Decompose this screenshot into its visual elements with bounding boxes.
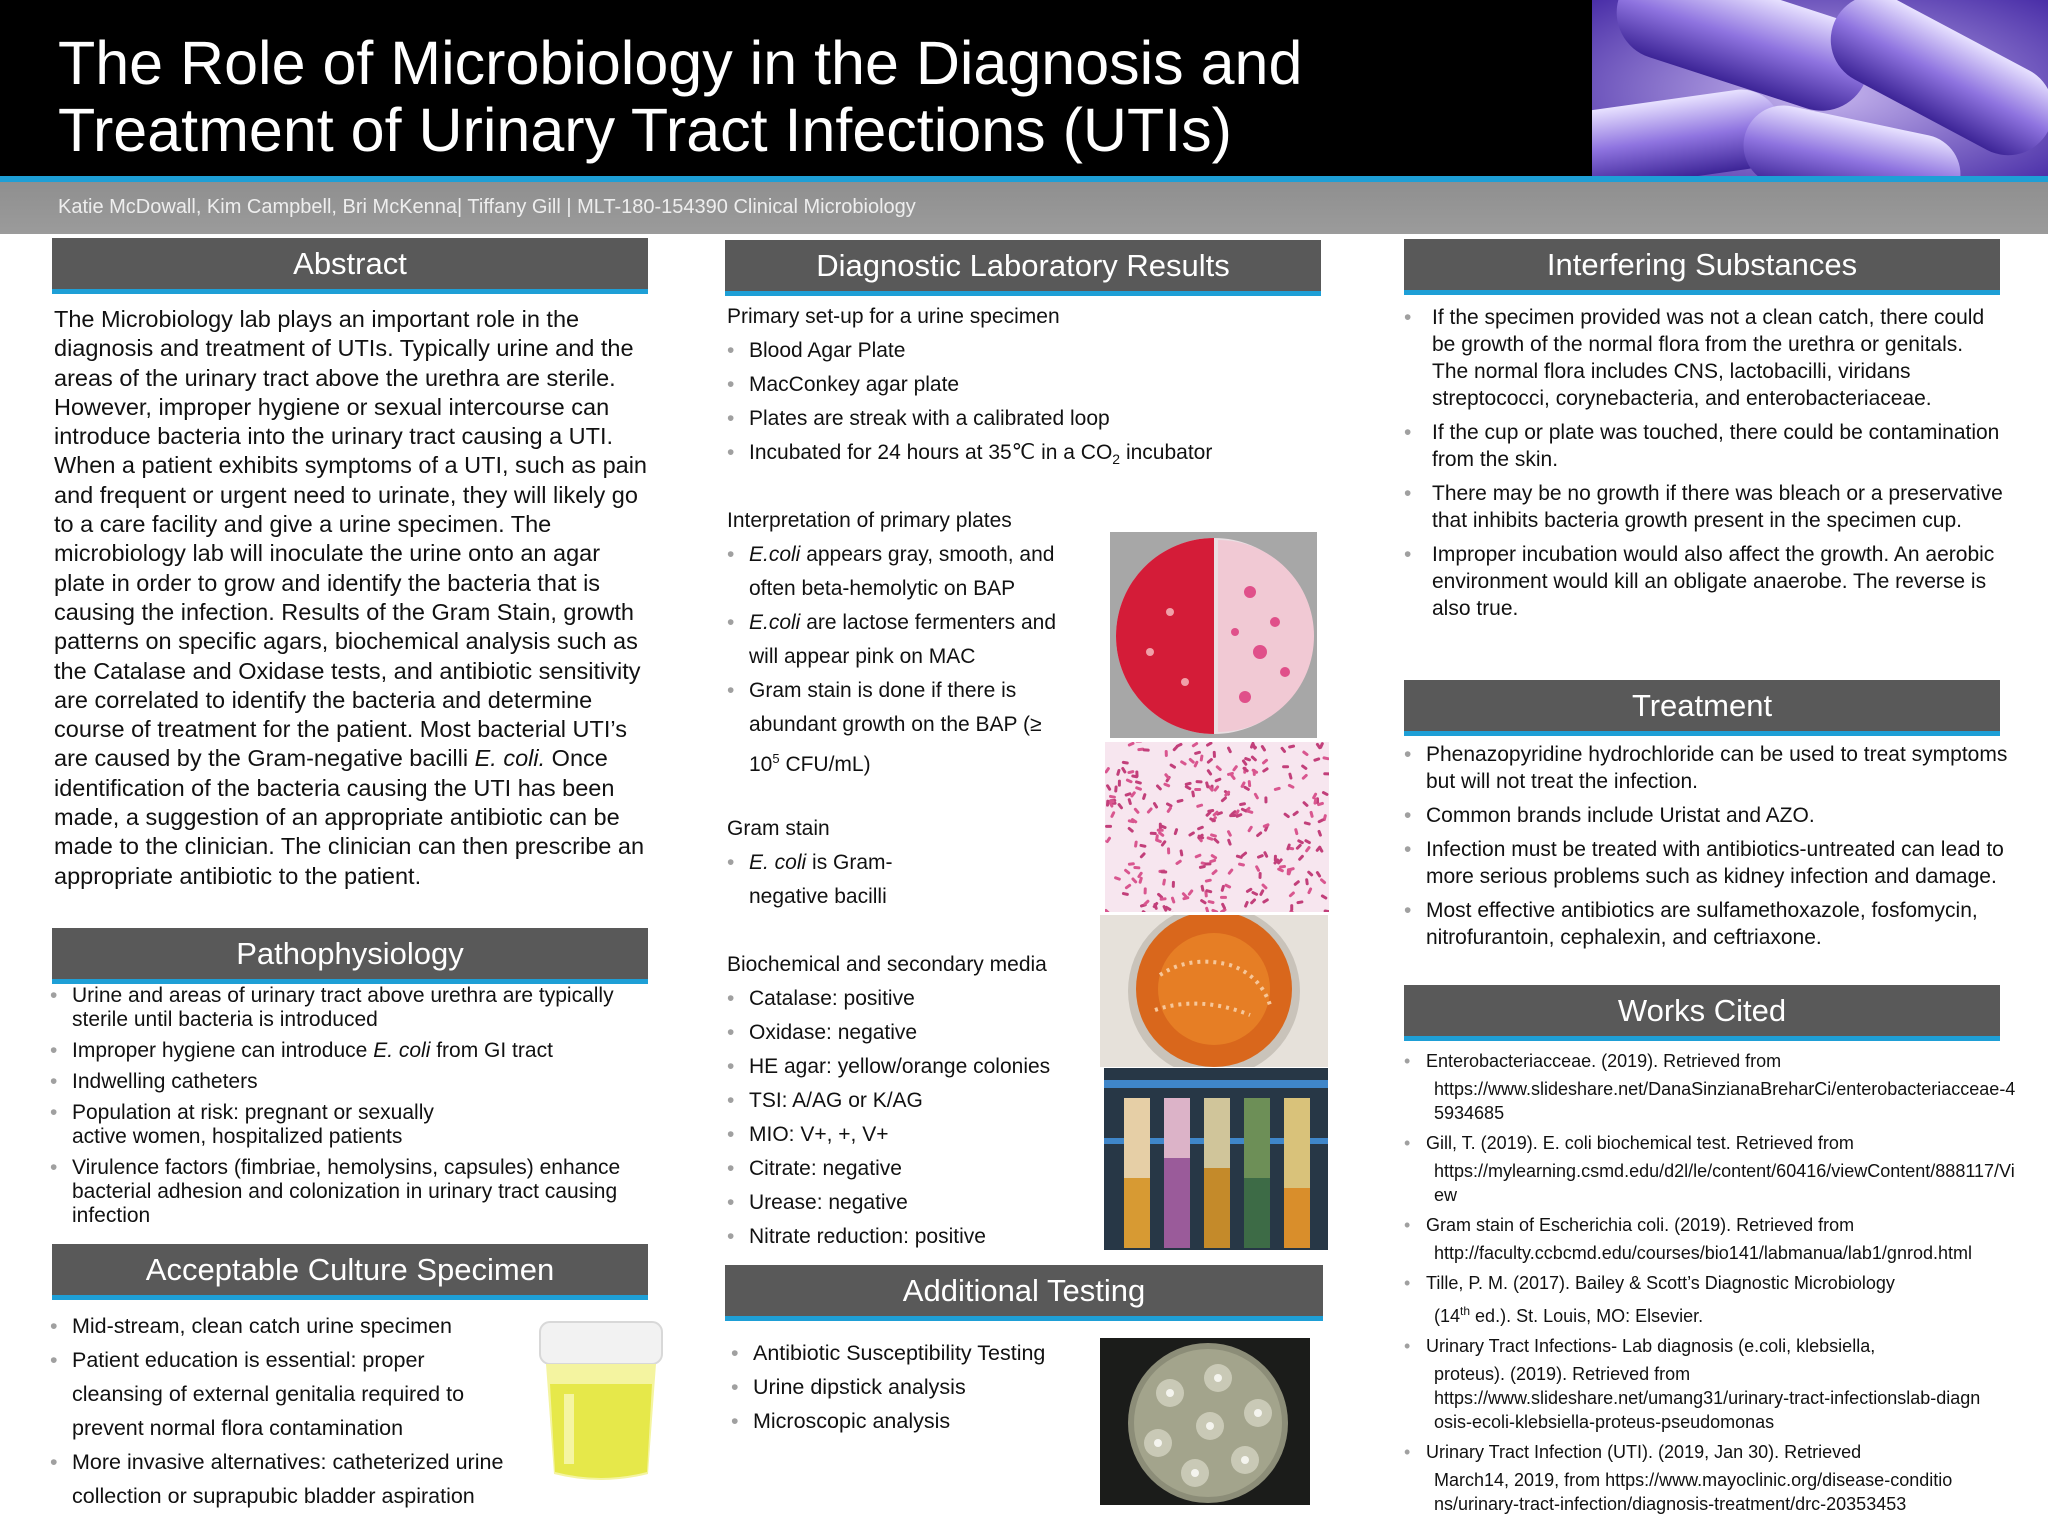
- citation-link[interactable]: https://www.slideshare.net/DanaSinzianaBreharCi/enterobacteriacceae-45934685: [1434, 1079, 2016, 1123]
- biochemical-list: [727, 982, 1087, 1254]
- setup-list: [727, 334, 1327, 476]
- citation-item: • Tille, P. M. (2017). Bailey & Scott’s Diagnostic Microbiology (14th ed.). St. Louis, MO: Elsevier.: [1404, 1271, 2022, 1328]
- setup-title: Primary set-up for a urine specimen: [727, 305, 1060, 328]
- list-item: • E. coli is Gram-negative bacilli: [727, 846, 947, 914]
- list-item: • Most effective antibiotics are sulfamethoxazole, fosfomycin, nitrofurantoin, cephalexin, and ceftriaxone.: [1404, 897, 2024, 951]
- author-bar: [0, 182, 2048, 234]
- list-item: • Oxidase: negative: [727, 1016, 1087, 1050]
- citation-link[interactable]: http://faculty.ccbcmd.edu/courses/bio141/labmanua/lab1/gnrod.html: [1434, 1243, 1972, 1263]
- biochemical-title: Biochemical and secondary media: [727, 953, 1047, 976]
- citation-item: • Enterobacteriacceae. (2019). Retrieved from https://www.slideshare.net/DanaSinzianaBreharCi/enterobacteriacceae-45934685: [1404, 1049, 2022, 1125]
- treatment-heading: Treatment: [1404, 680, 2000, 736]
- pathophysiology-list: [50, 984, 665, 1228]
- interfering-heading: Interfering Substances: [1404, 239, 2000, 295]
- list-item: • E.coli are lactose fermenters and will appear pink on MAC: [727, 606, 1087, 674]
- additional-testing-list: [731, 1336, 1091, 1438]
- list-item: • Gram stain is done if there is abundant growth on the BAP (≥ $10^5$ CFU/mL): [727, 674, 1047, 782]
- additional-testing-heading: Additional Testing: [725, 1265, 1323, 1321]
- list-item: • Urine dipstick analysis: [731, 1370, 1091, 1404]
- gram-stain-title: Gram stain: [727, 817, 830, 840]
- he-agar-image: [1100, 915, 1328, 1067]
- list-item: • Microscopic analysis: [731, 1404, 1091, 1438]
- interpretation-list: [727, 538, 1087, 782]
- pathophysiology-heading: Pathophysiology: [52, 928, 648, 984]
- list-item: • Phenazopyridine hydrochloride can be used to treat symptoms but will not treat the infection.: [1404, 741, 2024, 795]
- list-item: • Urine and areas of urinary tract above urethra are typically sterile until bacteria is introduced: [50, 984, 665, 1032]
- list-item: • Common brands include Uristat and AZO.: [1404, 802, 2024, 829]
- list-item: • Urease: negative: [727, 1186, 1087, 1220]
- citation-item: • Gill, T. (2019). E. coli biochemical test. Retrieved from https://mylearning.csmd.edu/d2l/le/content/60416/viewContent/888117/View: [1404, 1131, 2022, 1207]
- list-item: • Population at risk: pregnant or sexually active women, hospitalized patients: [50, 1101, 490, 1149]
- urine-cup-image: [534, 1314, 668, 1486]
- list-item: • More invasive alternatives: catheterized urine collection or suprapubic bladder aspiration: [50, 1445, 570, 1513]
- list-item: • MIO: V+, +, V+: [727, 1118, 1087, 1152]
- biochemical-tubes-image: [1104, 1068, 1328, 1250]
- poster-header: [0, 0, 2048, 180]
- works-cited-heading: Works Cited: [1404, 985, 2000, 1041]
- authors-text: Katie McDowall, Kim Campbell, Bri McKenna| Tiffany Gill | MLT-180-154390 Clinical Microbiology: [58, 196, 916, 218]
- susceptibility-plate-image: [1100, 1338, 1310, 1505]
- culture-heading: Acceptable Culture Specimen: [52, 1244, 648, 1300]
- culture-list: [50, 1309, 530, 1513]
- list-item: • Mid-stream, clean catch urine specimen: [50, 1309, 530, 1343]
- bacteria-header-image: [1592, 0, 2048, 182]
- diagnostic-heading: Diagnostic Laboratory Results: [725, 240, 1321, 296]
- list-item: • Plates are streak with a calibrated loop: [727, 402, 1327, 436]
- list-item: • Indwelling catheters: [50, 1070, 665, 1094]
- list-item: • If the specimen provided was not a clean catch, there could be growth of the normal flora from the urethra or genitals. The normal flora includes CNS, lactobacilli, viridans streptococci, corynebacteria, and enterobacteriaceae.: [1404, 304, 2004, 412]
- abstract-heading: Abstract: [52, 238, 648, 294]
- interpretation-title: Interpretation of primary plates: [727, 509, 1012, 532]
- citation-link[interactable]: March14, 2019, from https://www.mayoclinic.org/disease-conditions/urinary-tract-infection/diagnosis-treatment/drc-20353453: [1434, 1470, 1953, 1514]
- list-item: • MacConkey agar plate: [727, 368, 1327, 402]
- list-item: • E.coli appears gray, smooth, and often beta-hemolytic on BAP: [727, 538, 1087, 606]
- list-item: • If the cup or plate was touched, there could be contamination from the skin.: [1404, 419, 2004, 473]
- poster-title: The Role of Microbiology in the Diagnosis and Treatment of Urinary Tract Infections (UTIs): [58, 29, 1303, 164]
- treatment-list: [1404, 741, 2024, 951]
- citation-item: • Gram stain of Escherichia coli. (2019). Retrieved from http://faculty.ccbcmd.edu/courses/bio141/labmanua/lab1/gnrod.html: [1404, 1213, 2022, 1265]
- list-item: • Blood Agar Plate: [727, 334, 1327, 368]
- list-item: • Incubated for 24 hours at 35℃ in a $CO_2$ incubator: [727, 436, 1327, 476]
- list-item: • Nitrate reduction: positive: [727, 1220, 1087, 1254]
- citation-item: • Urinary Tract Infections- Lab diagnosis (e.coli, klebsiella, proteus). (2019). Retrieved from https://www.slideshare.net/umang31/urinary-tract-infectionslab-diagnosis-ecoli-klebsiella-proteus-pseudomonas: [1404, 1334, 2022, 1434]
- list-item: • Citrate: negative: [727, 1152, 1087, 1186]
- gram-stain-list: [727, 846, 947, 914]
- list-item: • Improper incubation would also affect the growth. An aerobic environment would kill an obligate anaerobe. The reverse is also true.: [1404, 541, 2004, 622]
- agar-plates-image: [1110, 532, 1317, 738]
- gram-stain-image: [1105, 742, 1329, 912]
- list-item: • There may be no growth if there was bleach or a preservative that inhibits bacteria growth present in the specimen cup.: [1404, 480, 2004, 534]
- works-cited-list: [1404, 1049, 2022, 1516]
- list-item: • Infection must be treated with antibiotics-untreated can lead to more serious problems such as kidney infection and damage.: [1404, 836, 2024, 890]
- interfering-list: [1404, 304, 2004, 622]
- citation-link[interactable]: https://mylearning.csmd.edu/d2l/le/content/60416/viewContent/888117/View: [1434, 1161, 2015, 1205]
- citation-item: • Urinary Tract Infection (UTI). (2019, Jan 30). Retrieved March14, 2019, from https://www.mayoclinic.org/disease-conditions/urinary-tract-infection/diagnosis-treatment/drc-20353453: [1404, 1440, 2022, 1516]
- list-item: • Improper hygiene can introduce E. coli from GI tract: [50, 1039, 665, 1063]
- list-item: • TSI: A/AG or K/AG: [727, 1084, 1087, 1118]
- citation-link[interactable]: https://www.slideshare.net/umang31/urinary-tract-infectionslab-diagnosis-ecoli-klebsiella-proteus-pseudomonas: [1434, 1388, 1981, 1432]
- list-item: • Catalase: positive: [727, 982, 1087, 1016]
- list-item: • Antibiotic Susceptibility Testing: [731, 1336, 1091, 1370]
- abstract-text: The Microbiology lab plays an important role in the diagnosis and treatment of UTIs. Typically urine and the areas of the urinary tract above the urethra are sterile. However, improper hygiene or sexual intercourse can introduce bacteria into the urinary tract causing a UTI. When a patient exhibits symptoms of a UTI, such as pain and frequent or urgent need to urinate, they will likely go to a care facility and give a urine specimen. The microbiology lab will inoculate the urine onto an agar plate in order to grow and identify the bacteria that is causing the infection. Results of the Gram Stain, growth patterns on specific agars, biochemical analysis such as the Catalase and Oxidase tests, and antibiotic sensitivity are correlated to identify the bacteria and determine course of treatment for the patient. Most bacterial UTI’s are caused by the Gram-negative bacilli E. coli. Once identification of the bacteria causing the UTI has been made, a suggestion of an appropriate antibiotic can be made to the clinician. The clinician can then prescribe an appropriate antibiotic to the patient.: [54, 306, 647, 889]
- list-item: • HE agar: yellow/orange colonies: [727, 1050, 1087, 1084]
- list-item: • Virulence factors (fimbriae, hemolysins, capsules) enhance bacterial adhesion and colonization in urinary tract causing infection: [50, 1156, 665, 1228]
- list-item: • Patient education is essential: proper cleansing of external genitalia required to prevent normal flora contamination: [50, 1343, 510, 1445]
